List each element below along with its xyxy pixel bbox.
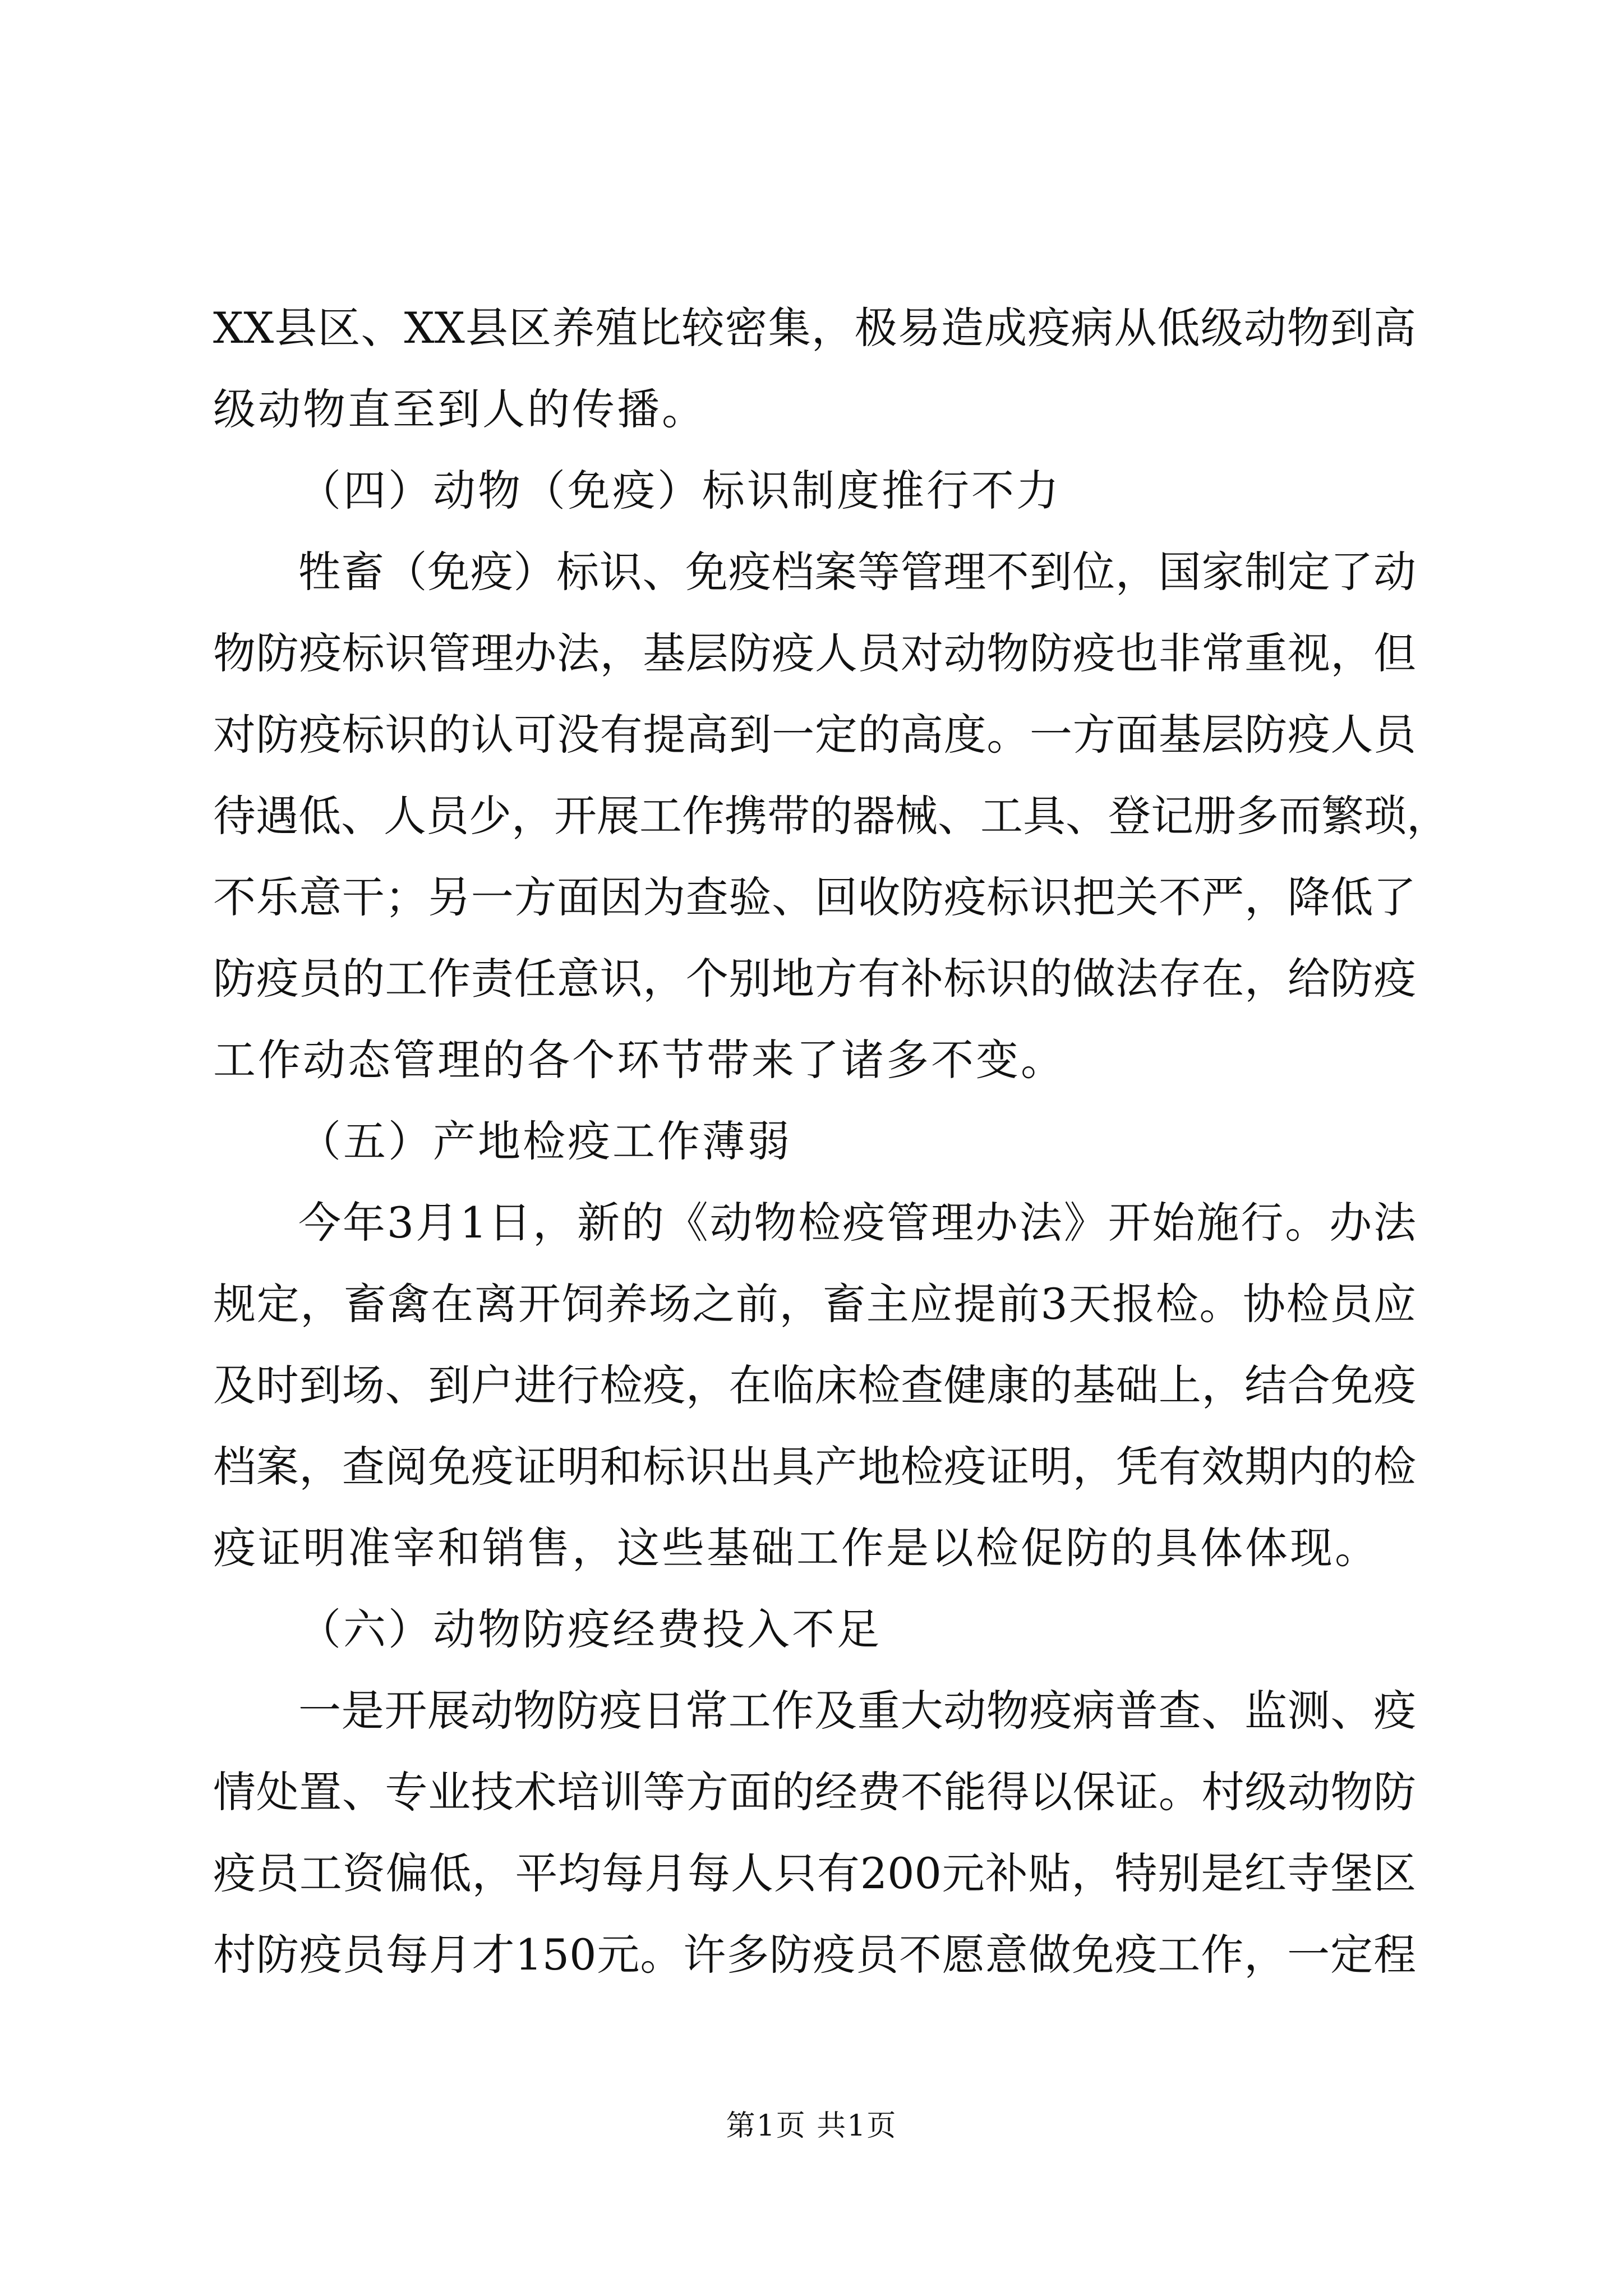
text-line: 对防疫标识的认可没有提高到一定的高度。一方面基层防疫人员 — [213, 710, 1416, 760]
text-line: 工作动态管理的各个环节带来了诸多不变。 — [213, 1035, 1066, 1085]
section-heading: （六）动物防疫经费投入不足 — [298, 1604, 882, 1654]
text-line: 待遇低、人员少，开展工作携带的器械、工具、登记册多而繁琐， — [213, 791, 1449, 841]
text-line: 不乐意干；另一方面因为查验、回收防疫标识把关不严，降低了 — [213, 872, 1416, 922]
text-line: 级动物直至到人的传播。 — [213, 384, 707, 434]
page-footer: 第1页 共1页 — [726, 2109, 897, 2143]
section-heading: （五）产地检疫工作薄弱 — [298, 1116, 792, 1166]
section-heading: （四）动物（免疫）标识制度推行不力 — [298, 466, 1061, 516]
text-line: 防疫员的工作责任意识，个别地方有补标识的做法存在，给防疫 — [213, 954, 1416, 1004]
text-line: 村防疫员每月才150元。许多防疫员不愿意做免疫工作，一定程 — [213, 1930, 1416, 1980]
text-line: 疫员工资偏低，平均每月每人只有200元补贴，特别是红寺堡区 — [213, 1848, 1416, 1898]
text-line: 情处置、专业技术培训等方面的经费不能得以保证。村级动物防 — [213, 1767, 1416, 1817]
text-line: 今年3月1日，新的《动物检疫管理办法》开始施行。办法 — [298, 1198, 1416, 1248]
text-line: 规定，畜禽在离开饲养场之前，畜主应提前3天报检。协检员应 — [213, 1279, 1416, 1329]
text-line: XX县区、XX县区养殖比较密集，极易造成疫病从低级动物到高 — [213, 303, 1416, 353]
text-line: 一是开展动物防疫日常工作及重大动物疫病普查、监测、疫 — [298, 1686, 1416, 1736]
text-line: 疫证明准宰和销售，这些基础工作是以检促防的具体体现。 — [213, 1523, 1380, 1573]
text-line: 牲畜（免疫）标识、免疫档案等管理不到位，国家制定了动 — [298, 547, 1416, 597]
text-line: 档案，查阅免疫证明和标识出具产地检疫证明，凭有效期内的检 — [213, 1442, 1416, 1492]
text-line: 物防疫标识管理办法，基层防疫人员对动物防疫也非常重视，但 — [213, 628, 1416, 678]
text-line: 及时到场、到户进行检疫，在临床检查健康的基础上，结合免疫 — [213, 1360, 1416, 1410]
